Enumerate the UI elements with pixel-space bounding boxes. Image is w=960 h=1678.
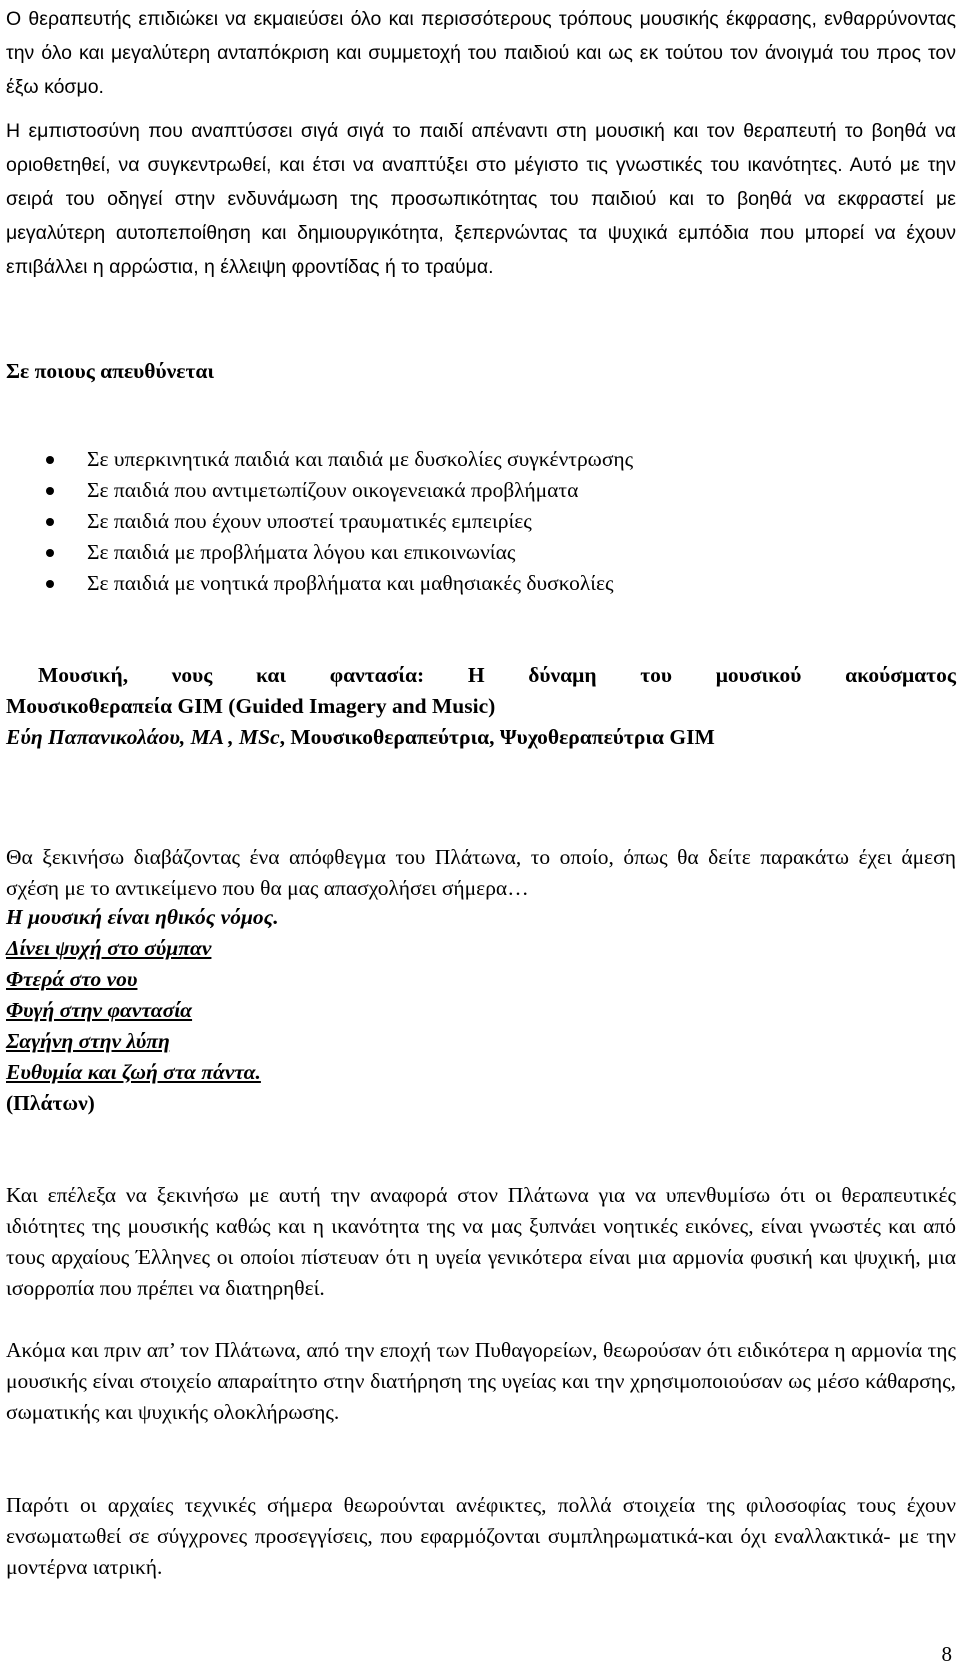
article-subtitle: Μουσικοθεραπεία GIM (Guided Imagery and Music) [6, 694, 496, 718]
title-word: ακούσματος [845, 663, 956, 687]
title-word: και [256, 663, 287, 687]
audience-heading: Σε ποιους απευθύνεται [6, 359, 215, 383]
page-number: 8 [941, 1642, 952, 1666]
list-item: Σε παιδιά που αντιμετωπίζουν οικογενειακά προβλήματα [6, 475, 906, 506]
title-word: φαντασία: [329, 663, 425, 687]
quote-line: Φυγή στην φαντασία [6, 998, 193, 1022]
list-item: Σε παιδιά με προβλήματα λόγου και επικοινωνίας [6, 537, 906, 568]
quote-author: (Πλάτων) [6, 1091, 95, 1115]
body-paragraph-4: Παρότι οι αρχαίες τεχνικές σήμερα θεωρούνται ανέφικτες, πολλά στοιχεία της φιλοσοφίας τους έχουν ενσωματωθεί σε σύγχρονες προσεγγίσεις, που εφαρμόζονται συμπληρωματικά-και όχι εναλλακτικά- με την μοντέρνα ιατρική. [6, 1493, 956, 1579]
title-word: Η [467, 663, 485, 687]
title-word: του [640, 663, 673, 687]
quote-line: Φτερά στο νου [6, 967, 138, 991]
list-item: Σε παιδιά που έχουν υποστεί τραυματικές εμπειρίες [6, 506, 906, 537]
quote-line: Ευθυμία και ζωή στα πάντα. [6, 1060, 261, 1084]
body-paragraph-3: Ακόμα και πριν απ’ τον Πλάτωνα, από την εποχή των Πυθαγορείων, θεωρούσαν ότι ειδικότερα η αρμονία της μουσικής είναι στοιχείο απαραίτητο στην διατήρηση της υγείας και την χρησιμοποιούσαν ως μέσο κάθαρσης, σωματικής και ψυχικής ολοκλήρωσης. [6, 1338, 956, 1424]
quote-line: Σαγήνη στην λύπη [6, 1029, 170, 1053]
title-word: δύναμη [528, 663, 597, 687]
title-word: Μουσική, [38, 663, 129, 687]
article-author [6, 722, 956, 753]
quote-line: Η μουσική είναι ηθικός νόμος. [6, 905, 279, 929]
author-name: Εύη Παπανικολάου, MA , MSc [6, 725, 280, 749]
title-word: μουσικού [715, 663, 802, 687]
intro-paragraph-1: Ο θεραπευτής επιδιώκει να εκμαιεύσει όλο και περισσότερους τρόπους μουσικής έκφρασης, ενθαρρύνοντας την όλο και μεγαλύτερη ανταπόκριση και συμμετοχή του παιδιού και ως εκ τούτου τον άνοιγμά του προς τον έξω κόσμο. [6, 8, 956, 98]
list-item: Σε παιδιά με νοητικά προβλήματα και μαθησιακές δυσκολίες [6, 568, 906, 599]
list-item: Σε υπερκινητικά παιδιά και παιδιά με δυσκολίες συγκέντρωσης [6, 444, 906, 475]
title-word: νους [171, 663, 213, 687]
body-paragraph-2: Και επέλεξα να ξεκινήσω με αυτή την αναφορά στον Πλάτωνα για να υπενθυμίσω ότι οι θεραπευτικές ιδιότητες της μουσικής καθώς και η ικανότητα της να μας ξυπνάει νοητικές εικόνες, είναι γνωστές και από τους αρχαίους Έλληνες οι οποίοι πίστευαν ότι η υγεία γενικότερα είναι μια αρμονία φυσική και ψυχική, μια ισορροπία που πρέπει να διατηρηθεί. [6, 1183, 956, 1300]
audience-list [6, 444, 906, 599]
article-header [6, 660, 956, 753]
intro-paragraph-2: Η εμπιστοσύνη που αναπτύσσει σιγά σιγά το παιδί απέναντι στη μουσική και τον θεραπευτή το βοηθά να οριοθετηθεί, να συγκεντρωθεί, και έτσι να αναπτύξει στο μέγιστο τις γνωστικές του ικανότητες. Αυτό με την σειρά του οδηγεί στην ενδυνάμωση της προσωπικότητας του παιδιού και το βοηθά να εκφραστεί με μεγαλύτερη αυτοπεποίθηση και δημιουργικότητα, ξεπερνώντας τα ψυχικά εμπόδια που μπορεί να έχουν επιβάλλει η αρρώστια, η έλλειψη φροντίδας ή το τραύμα. [6, 120, 956, 278]
quote-line: Δίνει ψυχή στο σύμπαν [6, 936, 212, 960]
author-role: , Μουσικοθεραπεύτρια, Ψυχοθεραπεύτρια GIM [279, 725, 715, 749]
body-paragraph-1: Θα ξεκινήσω διαβάζοντας ένα απόφθεγμα του Πλάτωνα, το οποίο, όπως θα δείτε παρακάτω έχει άμεση σχέση με το αντικείμενο που θα μας απασχολήσει σήμερα… [6, 845, 956, 900]
plato-quote [6, 902, 956, 1119]
article-title [6, 660, 956, 691]
